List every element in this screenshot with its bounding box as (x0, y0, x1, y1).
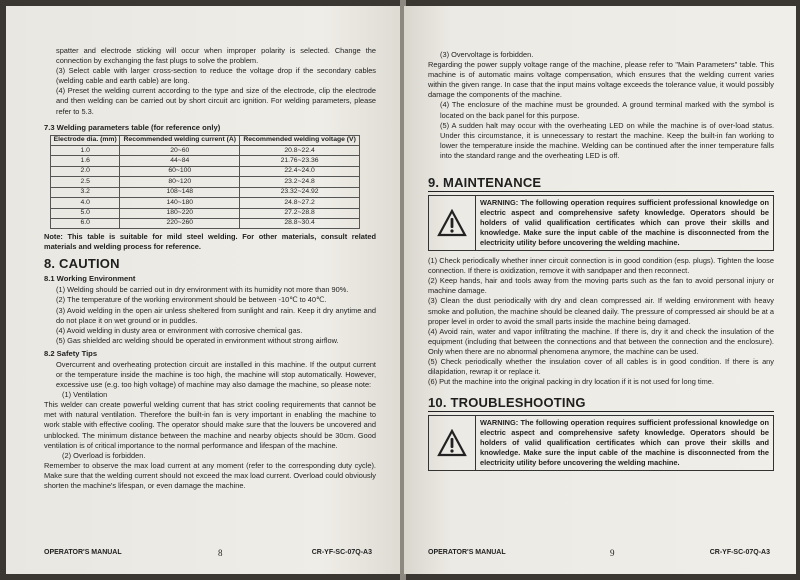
maint-item: (6) Put the machine into the original packing in dry location if it is not used for long time. (428, 377, 714, 387)
cell: 20.8~22.4 (240, 146, 360, 156)
maint-item: (2) Keep hands, hair and tools away from the moving parts such as the fan to avoid personal injury or machine damage. (428, 276, 774, 296)
grounding-paragraph: (4) The enclosure of the machine must be grounded. A ground terminal marked with the symbol is located on the back panel for this purpose. (440, 100, 774, 120)
cell: 20~60 (120, 146, 240, 156)
cell: 4.0 (51, 198, 120, 208)
footer-code-right: CR-YF-SC-07Q-A3 (709, 549, 770, 556)
env-item: (5) Gas shielded arc welding should be operated in environment without strong airflow. (56, 335, 339, 345)
footer-manual-right: OPERATOR'S MANUAL (428, 549, 506, 556)
env-item: (4) Avoid welding in dusty area or environment with corrosive chemical gas. (56, 325, 303, 335)
table-row (51, 208, 360, 218)
cell: 1.0 (51, 146, 120, 156)
cell: 140~180 (120, 198, 240, 208)
cell: 44~84 (120, 156, 240, 166)
cell: 24.8~27.2 (240, 198, 360, 208)
cell: 23.32~24.92 (240, 187, 360, 197)
maint-item: (1) Check periodically whether inner circuit connection is in good condition (esp. plugs). Tighten the loose connection. If there is oxidization, remove it with sandpaper and then reconnect. (428, 256, 774, 276)
troubleshooting-heading: 10. TROUBLESHOOTING (428, 395, 774, 412)
cell: 180~220 (120, 208, 240, 218)
warning-triangle-icon (429, 416, 476, 470)
table-title: 7.3 Welding parameters table (for reference only) (44, 122, 221, 132)
warning-triangle-icon (429, 196, 476, 250)
safety-paragraph: Overcurrent and overheating protection circuit are installed in this machine. If the output current or the temperature inside the machine is too high, the machine will stop automatically. However, excessive use (e.g. too high voltage) of machine may also damage the machine, so please note: (56, 359, 376, 390)
cell: 2.5 (51, 177, 120, 187)
cell: 220~260 (120, 218, 240, 228)
cell: 108~148 (120, 187, 240, 197)
intro-line-3: (4) Preset the welding current according to the type and size of the electrode, clip the electrode and then welding can be carried out by short circuit arc ignition. For welding parameters, please refer to 5.3. (56, 86, 376, 116)
overload-paragraph: Remember to observe the max load current at any moment (refer to the corresponding duty cycle). Make sure that the welding current should not exceed the max load current. Overload could obviously shorten the machine's lifespan, or even damage the machine. (44, 460, 376, 490)
table-header-row (51, 135, 360, 145)
caution-heading: 8. CAUTION (44, 256, 120, 272)
intro-line-1: spatter and electrode sticking will occur when improper polarity is selected. Change the connection by exchanging the fast plugs to solve the problem. (56, 46, 376, 66)
table-row (51, 218, 360, 228)
cell: 3.2 (51, 187, 120, 197)
env-item: (2) The temperature of the working environment should be between -10℃ to 40℃. (56, 295, 327, 305)
overload-label: (2) Overload is forbidden. (62, 450, 146, 460)
table-note: Note: This table is suitable for mild steel welding. For other materials, consult related materials and welding process for reference. (44, 232, 376, 252)
footer-manual-left: OPERATOR'S MANUAL (44, 549, 122, 556)
cell: 60~100 (120, 166, 240, 176)
cell: 1.6 (51, 156, 120, 166)
env-item: (1) Welding should be carried out in dry environment with its humidity not more than 90%. (56, 285, 349, 295)
col-header-voltage: Recommended welding voltage (V) (240, 135, 360, 145)
cell: 80~120 (120, 177, 240, 187)
ventilation-paragraph: This welder can create powerful welding current that has strict cooling requirements that cannot be met with natural ventilation. Therefore the built-in fan is very important in enabling the machine to work stable with effective cooling. The operator should make sure that the louvers be uncovered and unblocked. The minimum distance between the machine and nearby objects should be 30cm. Good ventilation is of critical importance to the normal performance and lifespan of the machine. (44, 400, 376, 450)
troubleshooting-warning-box (428, 415, 774, 471)
cell: 28.8~30.4 (240, 218, 360, 228)
table-row (51, 156, 360, 166)
working-environment-heading: 8.1 Working Environment (44, 274, 136, 284)
col-header-current: Recommended welding current (A) (120, 135, 240, 145)
env-item: (3) Avoid welding in the open air unless sheltered from sunlight and rain. Keep it dry anytime and do not place it on wet ground or in puddles. (56, 305, 376, 325)
page-number-left: 8 (218, 548, 223, 558)
page-number-right: 9 (610, 548, 615, 558)
welding-parameters-table (50, 135, 360, 230)
table-row (51, 187, 360, 197)
maintenance-heading: 9. MAINTENANCE (428, 175, 774, 192)
table-row (51, 166, 360, 176)
footer-code-left: CR-YF-SC-07Q-A3 (311, 549, 372, 556)
cell: 27.2~28.8 (240, 208, 360, 218)
cell: 23.2~24.8 (240, 177, 360, 187)
maint-item: (4) Avoid rain, water and vapor infiltrating the machine. If there is, dry it and check the insulation of the equipment (including that between the connections and that between the connection and the enclosure). Only when there are no abnormal phenomena anymore, the machine can be used. (428, 326, 774, 356)
maintenance-warning-box (428, 195, 774, 251)
left-page (6, 6, 402, 574)
overvoltage-paragraph: Regarding the power supply voltage range of the machine, please refer to "Main Parameters" table. This machine is of automatic mains voltage compensation, which ensures that the welding current varies within the given range. In case that the input mains voltage exceeds the tolerance value, it would possibly damage the components of the machine. (428, 60, 774, 100)
table-row (51, 146, 360, 156)
safety-tips-heading: 8.2 Safety Tips (44, 348, 98, 358)
col-header-diameter: Electrode dia. (mm) (51, 135, 120, 145)
maintenance-warning-text: WARNING: The following operation requires sufficient professional knowledge on electric aspect and comprehensive safety knowledge. Operators should be holders of valid qualification certificates which can prove their skills and knowledge. Make sure the input cable of the machine is disconnected from the electricity utility before uncovering the welding machine. (480, 198, 769, 248)
cell: 22.4~24.0 (240, 166, 360, 176)
cell: 2.0 (51, 166, 120, 176)
right-page (404, 6, 796, 574)
maint-item: (3) Clean the dust periodically with dry and clean compressed air. If welding environment with heavy smoke and pollution, the machine should be cleaned daily. The pressure of compressed air should be at a proper level in order to avoid the small parts inside the machine being damaged. (428, 296, 774, 326)
table-row (51, 198, 360, 208)
cell: 5.0 (51, 208, 120, 218)
maint-item: (5) Check periodically whether the insulation cover of all cables is in good condition. If there is any dilapidation, rewrap it or replace it. (428, 356, 774, 377)
cell: 6.0 (51, 218, 120, 228)
overvoltage-label: (3) Overvoltage is forbidden. (440, 50, 534, 59)
ventilation-label: (1) Ventilation (62, 390, 108, 400)
table-row (51, 177, 360, 187)
intro-line-2: (3) Select cable with larger cross-section to reduce the voltage drop if the secondary cables (welding cable and earth cable) are long. (56, 66, 376, 86)
halt-paragraph: (5) A sudden halt may occur with the overheating LED on while the machine is of over-load status. Under this circumstance, it is unnecessary to restart the machine. Keep the built-in fan working to lower the temperature inside the machine. Welding can be continued after the inner temperature falls into the standard range and the overheating LED is off. (440, 120, 774, 160)
cell: 21.76~23.36 (240, 156, 360, 166)
troubleshooting-warning-text: WARNING: The following operation requires sufficient professional knowledge on electric aspect and comprehensive safety knowledge. Operators should be holders of valid qualification certificates which can prove their skills and knowledge. Make sure the input cable of the machine is disconnected from the electricity utility before uncovering the welding machine. (480, 418, 769, 468)
